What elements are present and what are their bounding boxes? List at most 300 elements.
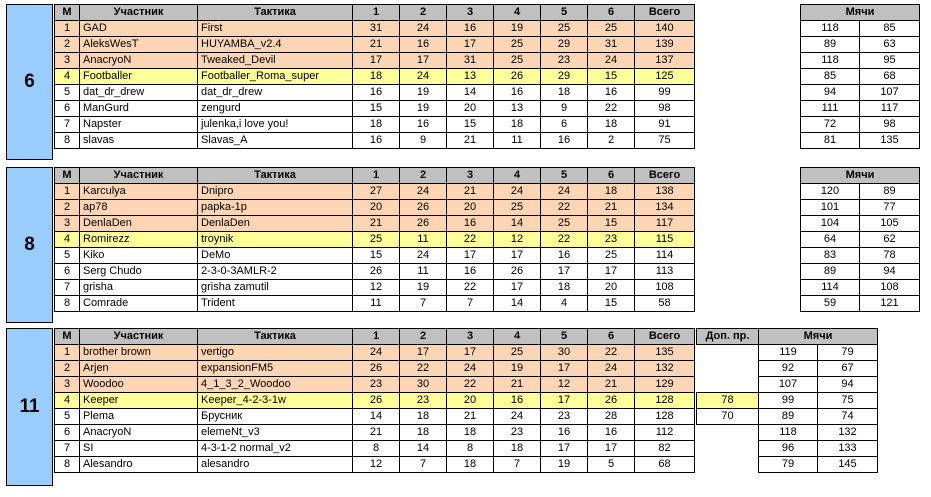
table-row bbox=[55, 200, 695, 216]
table-row bbox=[55, 37, 695, 53]
place-cell: 3 bbox=[55, 377, 80, 393]
total-cell: 113 bbox=[635, 264, 695, 280]
goals-conceded-cell: 135 bbox=[860, 133, 920, 149]
round-score-cell: 18 bbox=[353, 69, 400, 85]
round-score-cell: 20 bbox=[447, 200, 494, 216]
place-cell: 7 bbox=[55, 280, 80, 296]
round-score-cell: 23 bbox=[400, 393, 447, 409]
round-score-cell: 16 bbox=[447, 21, 494, 37]
place-cell: 7 bbox=[55, 441, 80, 457]
round-score-cell: 21 bbox=[447, 409, 494, 425]
header-round: 5 bbox=[541, 5, 588, 21]
round-score-cell: 24 bbox=[400, 69, 447, 85]
round-score-cell: 19 bbox=[400, 280, 447, 296]
player-cell: SI bbox=[80, 441, 198, 457]
header-total: Всего bbox=[635, 168, 695, 184]
round-score-cell: 17 bbox=[447, 37, 494, 53]
goals-scored-cell: 85 bbox=[801, 69, 860, 85]
total-cell: 114 bbox=[635, 248, 695, 264]
player-cell: grisha bbox=[80, 280, 198, 296]
total-cell: 108 bbox=[635, 280, 695, 296]
goals-scored-cell: 99 bbox=[759, 393, 818, 409]
header-round: 1 bbox=[353, 329, 400, 345]
player-cell: Kiko bbox=[80, 248, 198, 264]
goals-scored-cell: 83 bbox=[801, 248, 860, 264]
goals-row bbox=[759, 441, 878, 457]
total-cell: 138 bbox=[635, 184, 695, 200]
round-score-cell: 22 bbox=[447, 280, 494, 296]
tactic-cell: Footballer_Roma_super bbox=[198, 69, 353, 85]
round-score-cell: 14 bbox=[494, 216, 541, 232]
round-score-cell: 19 bbox=[400, 85, 447, 101]
round-score-cell: 22 bbox=[588, 101, 635, 117]
place-cell: 2 bbox=[55, 361, 80, 377]
header-round: 3 bbox=[447, 5, 494, 21]
round-score-cell: 18 bbox=[494, 117, 541, 133]
round-score-cell: 18 bbox=[400, 425, 447, 441]
round-score-cell: 15 bbox=[588, 216, 635, 232]
goals-scored-cell: 104 bbox=[801, 216, 860, 232]
player-cell: Alesandro bbox=[80, 457, 198, 473]
round-score-cell: 17 bbox=[541, 264, 588, 280]
round-score-cell: 18 bbox=[541, 85, 588, 101]
goals-scored-cell: 92 bbox=[759, 361, 818, 377]
goals-conceded-cell: 94 bbox=[860, 264, 920, 280]
round-score-cell: 30 bbox=[541, 345, 588, 361]
round-score-cell: 20 bbox=[588, 280, 635, 296]
goals-conceded-cell: 95 bbox=[860, 53, 920, 69]
goals-scored-cell: 89 bbox=[759, 409, 818, 425]
table-row bbox=[55, 248, 695, 264]
header-round: 6 bbox=[588, 329, 635, 345]
round-score-cell: 25 bbox=[494, 345, 541, 361]
goals-row bbox=[801, 53, 920, 69]
table-row bbox=[55, 345, 695, 361]
round-score-cell: 21 bbox=[353, 425, 400, 441]
header-round: 1 bbox=[353, 5, 400, 21]
round-score-cell: 24 bbox=[400, 184, 447, 200]
round-score-cell: 23 bbox=[494, 425, 541, 441]
place-cell: 5 bbox=[55, 248, 80, 264]
header-round: 2 bbox=[400, 329, 447, 345]
place-cell: 5 bbox=[55, 409, 80, 425]
round-score-cell: 12 bbox=[353, 457, 400, 473]
player-cell: ap78 bbox=[80, 200, 198, 216]
place-cell: 1 bbox=[55, 345, 80, 361]
round-score-cell: 16 bbox=[588, 85, 635, 101]
round-score-cell: 24 bbox=[353, 345, 400, 361]
table-row bbox=[55, 232, 695, 248]
round-score-cell: 15 bbox=[353, 248, 400, 264]
place-cell: 4 bbox=[55, 393, 80, 409]
round-score-cell: 5 bbox=[588, 457, 635, 473]
round-score-cell: 17 bbox=[541, 361, 588, 377]
table-row bbox=[55, 53, 695, 69]
round-score-cell: 13 bbox=[447, 69, 494, 85]
place-cell: 2 bbox=[55, 37, 80, 53]
goals-table bbox=[758, 328, 878, 473]
tactic-cell: Trident bbox=[198, 296, 353, 312]
header-round: 3 bbox=[447, 168, 494, 184]
goals-scored-cell: 118 bbox=[801, 21, 860, 37]
header-player: Участник bbox=[80, 329, 198, 345]
round-score-cell: 11 bbox=[494, 133, 541, 149]
round-score-cell: 22 bbox=[588, 345, 635, 361]
goals-row bbox=[801, 85, 920, 101]
round-score-cell: 24 bbox=[494, 409, 541, 425]
extra-cell bbox=[697, 441, 759, 457]
group-number: 6 bbox=[6, 4, 53, 160]
round-score-cell: 30 bbox=[400, 377, 447, 393]
round-score-cell: 14 bbox=[494, 296, 541, 312]
tactic-cell: julenka,i love you! bbox=[198, 117, 353, 133]
place-cell: 3 bbox=[55, 53, 80, 69]
header-place: М bbox=[55, 168, 80, 184]
round-score-cell: 17 bbox=[494, 248, 541, 264]
round-score-cell: 22 bbox=[447, 232, 494, 248]
goals-scored-cell: 59 bbox=[801, 296, 860, 312]
table-row bbox=[55, 216, 695, 232]
round-score-cell: 15 bbox=[588, 69, 635, 85]
round-score-cell: 14 bbox=[447, 85, 494, 101]
goals-scored-cell: 96 bbox=[759, 441, 818, 457]
tactic-cell: Slavas_A bbox=[198, 133, 353, 149]
round-score-cell: 14 bbox=[400, 441, 447, 457]
header-total: Всего bbox=[635, 329, 695, 345]
player-cell: Arjen bbox=[80, 361, 198, 377]
table-row bbox=[55, 457, 695, 473]
round-score-cell: 21 bbox=[353, 216, 400, 232]
round-score-cell: 18 bbox=[447, 425, 494, 441]
round-score-cell: 17 bbox=[447, 345, 494, 361]
total-cell: 98 bbox=[635, 101, 695, 117]
round-score-cell: 18 bbox=[353, 117, 400, 133]
results-table bbox=[54, 4, 695, 149]
goals-scored-cell: 101 bbox=[801, 200, 860, 216]
table-row bbox=[55, 264, 695, 280]
round-score-cell: 25 bbox=[494, 200, 541, 216]
round-score-cell: 7 bbox=[400, 457, 447, 473]
goals-scored-cell: 79 bbox=[759, 457, 818, 473]
extra-cell bbox=[697, 345, 759, 361]
goals-row bbox=[801, 280, 920, 296]
round-score-cell: 17 bbox=[400, 345, 447, 361]
goals-conceded-cell: 133 bbox=[818, 441, 878, 457]
round-score-cell: 17 bbox=[353, 53, 400, 69]
round-score-cell: 21 bbox=[447, 133, 494, 149]
goals-row bbox=[801, 133, 920, 149]
round-score-cell: 16 bbox=[588, 425, 635, 441]
tactic-cell: HUYAMBA_v2.4 bbox=[198, 37, 353, 53]
goals-row bbox=[801, 117, 920, 133]
total-cell: 82 bbox=[635, 441, 695, 457]
tactic-cell: Tweaked_Devil bbox=[198, 53, 353, 69]
round-score-cell: 23 bbox=[588, 232, 635, 248]
goals-conceded-cell: 108 bbox=[860, 280, 920, 296]
total-cell: 135 bbox=[635, 345, 695, 361]
header-tactic: Тактика bbox=[198, 168, 353, 184]
place-cell: 1 bbox=[55, 184, 80, 200]
round-score-cell: 20 bbox=[447, 393, 494, 409]
player-cell: Plema bbox=[80, 409, 198, 425]
total-cell: 134 bbox=[635, 200, 695, 216]
goals-conceded-cell: 85 bbox=[860, 21, 920, 37]
place-cell: 8 bbox=[55, 133, 80, 149]
table-row bbox=[55, 101, 695, 117]
header-total: Всего bbox=[635, 5, 695, 21]
goals-conceded-cell: 77 bbox=[860, 200, 920, 216]
goals-conceded-cell: 89 bbox=[860, 184, 920, 200]
goals-conceded-cell: 68 bbox=[860, 69, 920, 85]
round-score-cell: 31 bbox=[353, 21, 400, 37]
group-block-6 bbox=[6, 4, 925, 160]
player-cell: Romirezz bbox=[80, 232, 198, 248]
tactic-cell: 4-3-1-2 normal_v2 bbox=[198, 441, 353, 457]
goals-row bbox=[801, 232, 920, 248]
goals-scored-cell: 89 bbox=[801, 37, 860, 53]
player-cell: Footballer bbox=[80, 69, 198, 85]
round-score-cell: 25 bbox=[541, 21, 588, 37]
goals-scored-cell: 118 bbox=[801, 53, 860, 69]
round-score-cell: 19 bbox=[494, 361, 541, 377]
round-score-cell: 11 bbox=[353, 296, 400, 312]
round-score-cell: 9 bbox=[400, 133, 447, 149]
round-score-cell: 15 bbox=[588, 296, 635, 312]
extra-cell bbox=[697, 377, 759, 393]
round-score-cell: 12 bbox=[541, 377, 588, 393]
round-score-cell: 17 bbox=[494, 280, 541, 296]
extra-cell: 70 bbox=[697, 409, 759, 425]
round-score-cell: 22 bbox=[541, 200, 588, 216]
goals-row bbox=[759, 393, 878, 409]
total-cell: 137 bbox=[635, 53, 695, 69]
round-score-cell: 15 bbox=[353, 101, 400, 117]
tactic-cell: Брусник bbox=[198, 409, 353, 425]
goals-row bbox=[801, 200, 920, 216]
round-score-cell: 24 bbox=[541, 184, 588, 200]
tactic-cell: 2-3-0-3AMLR-2 bbox=[198, 264, 353, 280]
header-goals: Мячи bbox=[801, 168, 920, 184]
round-score-cell: 16 bbox=[541, 248, 588, 264]
round-score-cell: 17 bbox=[588, 441, 635, 457]
header-tactic: Тактика bbox=[198, 5, 353, 21]
goals-conceded-cell: 63 bbox=[860, 37, 920, 53]
table-row bbox=[55, 361, 695, 377]
goals-row bbox=[759, 425, 878, 441]
place-cell: 3 bbox=[55, 216, 80, 232]
table-row bbox=[55, 296, 695, 312]
round-score-cell: 18 bbox=[400, 409, 447, 425]
goals-scored-cell: 89 bbox=[801, 264, 860, 280]
round-score-cell: 25 bbox=[353, 232, 400, 248]
header-round: 4 bbox=[494, 5, 541, 21]
round-score-cell: 19 bbox=[400, 101, 447, 117]
round-score-cell: 31 bbox=[588, 37, 635, 53]
round-score-cell: 25 bbox=[494, 37, 541, 53]
results-table bbox=[54, 167, 695, 312]
goals-row bbox=[801, 184, 920, 200]
player-cell: Comrade bbox=[80, 296, 198, 312]
player-cell: Serg Chudo bbox=[80, 264, 198, 280]
round-score-cell: 25 bbox=[588, 248, 635, 264]
tactic-cell: DeMo bbox=[198, 248, 353, 264]
round-score-cell: 15 bbox=[447, 117, 494, 133]
total-cell: 99 bbox=[635, 85, 695, 101]
tactic-cell: troynik bbox=[198, 232, 353, 248]
goals-scored-cell: 81 bbox=[801, 133, 860, 149]
round-score-cell: 24 bbox=[588, 361, 635, 377]
total-cell: 117 bbox=[635, 216, 695, 232]
tactic-cell: vertigo bbox=[198, 345, 353, 361]
total-cell: 75 bbox=[635, 133, 695, 149]
table-row bbox=[55, 133, 695, 149]
total-cell: 140 bbox=[635, 21, 695, 37]
goals-table bbox=[800, 4, 920, 149]
round-score-cell: 11 bbox=[400, 232, 447, 248]
round-score-cell: 26 bbox=[353, 264, 400, 280]
round-score-cell: 16 bbox=[541, 425, 588, 441]
table-row bbox=[55, 85, 695, 101]
round-score-cell: 18 bbox=[588, 117, 635, 133]
round-score-cell: 22 bbox=[447, 377, 494, 393]
table-row bbox=[55, 280, 695, 296]
player-cell: DenlaDen bbox=[80, 216, 198, 232]
round-score-cell: 21 bbox=[588, 200, 635, 216]
player-cell: Karculya bbox=[80, 184, 198, 200]
group-block-8 bbox=[6, 167, 925, 323]
header-player: Участник bbox=[80, 5, 198, 21]
round-score-cell: 16 bbox=[494, 85, 541, 101]
goals-scored-cell: 94 bbox=[801, 85, 860, 101]
table-row bbox=[55, 117, 695, 133]
goals-conceded-cell: 117 bbox=[860, 101, 920, 117]
table-row bbox=[55, 377, 695, 393]
extra-cell bbox=[697, 457, 759, 473]
goals-row bbox=[759, 377, 878, 393]
place-cell: 6 bbox=[55, 101, 80, 117]
table-row bbox=[55, 425, 695, 441]
round-score-cell: 24 bbox=[588, 53, 635, 69]
round-score-cell: 7 bbox=[447, 296, 494, 312]
header-round: 6 bbox=[588, 168, 635, 184]
round-score-cell: 17 bbox=[541, 393, 588, 409]
goals-conceded-cell: 98 bbox=[860, 117, 920, 133]
total-cell: 91 bbox=[635, 117, 695, 133]
round-score-cell: 16 bbox=[447, 264, 494, 280]
tactic-cell: expansionFM5 bbox=[198, 361, 353, 377]
round-score-cell: 17 bbox=[588, 264, 635, 280]
extra-cell: 78 bbox=[697, 393, 759, 409]
tactic-cell: Keeper_4-2-3-1w bbox=[198, 393, 353, 409]
goals-conceded-cell: 74 bbox=[818, 409, 878, 425]
goals-scored-cell: 72 bbox=[801, 117, 860, 133]
round-score-cell: 16 bbox=[494, 393, 541, 409]
round-score-cell: 26 bbox=[353, 361, 400, 377]
header-round: 4 bbox=[494, 168, 541, 184]
round-score-cell: 24 bbox=[400, 21, 447, 37]
round-score-cell: 21 bbox=[588, 377, 635, 393]
goals-row bbox=[759, 345, 878, 361]
round-score-cell: 26 bbox=[588, 393, 635, 409]
header-round: 2 bbox=[400, 168, 447, 184]
total-cell: 115 bbox=[635, 232, 695, 248]
header-row bbox=[55, 168, 695, 184]
tactic-cell: DenlaDen bbox=[198, 216, 353, 232]
round-score-cell: 19 bbox=[494, 21, 541, 37]
goals-conceded-cell: 78 bbox=[860, 248, 920, 264]
header-row bbox=[55, 5, 695, 21]
round-score-cell: 7 bbox=[400, 296, 447, 312]
total-cell: 129 bbox=[635, 377, 695, 393]
goals-scored-cell: 119 bbox=[759, 345, 818, 361]
goals-conceded-cell: 105 bbox=[860, 216, 920, 232]
round-score-cell: 8 bbox=[353, 441, 400, 457]
player-cell: GAD bbox=[80, 21, 198, 37]
goals-row bbox=[759, 361, 878, 377]
round-score-cell: 17 bbox=[541, 441, 588, 457]
round-score-cell: 18 bbox=[447, 457, 494, 473]
player-cell: slavas bbox=[80, 133, 198, 149]
tactic-cell: grisha zamutil bbox=[198, 280, 353, 296]
header-place: М bbox=[55, 5, 80, 21]
header-player: Участник bbox=[80, 168, 198, 184]
round-score-cell: 23 bbox=[541, 409, 588, 425]
round-score-cell: 26 bbox=[353, 393, 400, 409]
place-cell: 4 bbox=[55, 69, 80, 85]
table-row bbox=[55, 393, 695, 409]
group-number: 11 bbox=[6, 328, 53, 486]
round-score-cell: 14 bbox=[353, 409, 400, 425]
round-score-cell: 12 bbox=[353, 280, 400, 296]
goals-row bbox=[759, 409, 878, 425]
round-score-cell: 19 bbox=[541, 457, 588, 473]
round-score-cell: 26 bbox=[494, 264, 541, 280]
header-round: 2 bbox=[400, 5, 447, 21]
round-score-cell: 12 bbox=[494, 232, 541, 248]
goals-conceded-cell: 121 bbox=[860, 296, 920, 312]
goals-conceded-cell: 94 bbox=[818, 377, 878, 393]
player-cell: Woodoo bbox=[80, 377, 198, 393]
goals-row bbox=[801, 101, 920, 117]
round-score-cell: 20 bbox=[353, 200, 400, 216]
round-score-cell: 21 bbox=[494, 377, 541, 393]
tactic-cell: zengurd bbox=[198, 101, 353, 117]
extra-cell bbox=[697, 361, 759, 377]
place-cell: 8 bbox=[55, 296, 80, 312]
total-cell: 112 bbox=[635, 425, 695, 441]
total-cell: 128 bbox=[635, 393, 695, 409]
tactic-cell: papka-1p bbox=[198, 200, 353, 216]
round-score-cell: 28 bbox=[588, 409, 635, 425]
header-place: М bbox=[55, 329, 80, 345]
round-score-cell: 23 bbox=[541, 53, 588, 69]
header-round: 5 bbox=[541, 329, 588, 345]
group-block-11 bbox=[6, 328, 925, 486]
total-cell: 139 bbox=[635, 37, 695, 53]
tactic-cell: elemeNt_v3 bbox=[198, 425, 353, 441]
round-score-cell: 24 bbox=[494, 184, 541, 200]
round-score-cell: 29 bbox=[541, 69, 588, 85]
place-cell: 2 bbox=[55, 200, 80, 216]
player-cell: dat_dr_drew bbox=[80, 85, 198, 101]
round-score-cell: 17 bbox=[447, 248, 494, 264]
round-score-cell: 25 bbox=[588, 21, 635, 37]
round-score-cell: 27 bbox=[353, 184, 400, 200]
tactic-cell: dat_dr_drew bbox=[198, 85, 353, 101]
round-score-cell: 18 bbox=[541, 280, 588, 296]
tactic-cell: First bbox=[198, 21, 353, 37]
goals-conceded-cell: 132 bbox=[818, 425, 878, 441]
